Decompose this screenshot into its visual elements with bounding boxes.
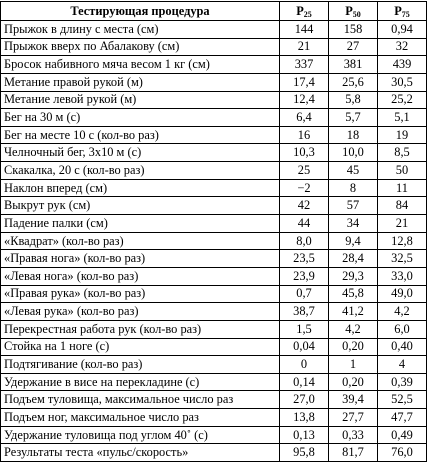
p25-value-cell: 23,5 [280,250,329,268]
p25-value-cell: 21 [280,38,329,56]
table-row [1,391,427,409]
procedure-name-cell: Челночный бег, 3х10 м (с) [1,144,280,162]
procedure-name-cell: «Правая рука» (кол-во раз) [1,285,280,303]
header-p25-letter: P [296,3,304,18]
header-p50-letter: P [345,3,353,18]
p25-value-cell: −2 [280,179,329,197]
table-row [1,232,427,250]
table-row [1,162,427,180]
p25-value-cell: 12,4 [280,91,329,109]
table-body [1,21,427,462]
table-row [1,109,427,127]
p75-value-cell: 30,5 [378,73,427,91]
table-row [1,21,427,39]
p75-value-cell: 12,8 [378,232,427,250]
p50-value-cell: 1 [329,356,378,374]
p75-value-cell: 0,39 [378,373,427,391]
p75-value-cell: 33,0 [378,267,427,285]
p50-value-cell: 0,20 [329,338,378,356]
p50-value-cell: 57 [329,197,378,215]
p25-value-cell: 13,8 [280,409,329,427]
p50-value-cell: 18 [329,126,378,144]
p25-value-cell: 337 [280,56,329,74]
procedure-name-cell: «Левая нога» (кол-во раз) [1,267,280,285]
procedure-name-cell: Падение палки (см) [1,215,280,233]
procedure-name-cell: Результаты теста «пульс/скорость» [1,444,280,462]
p25-value-cell: 144 [280,21,329,39]
p75-value-cell: 50 [378,162,427,180]
header-p50-subscript: 50 [352,9,361,19]
p50-value-cell: 28,4 [329,250,378,268]
p75-value-cell: 0,94 [378,21,427,39]
table-row [1,250,427,268]
procedure-name-cell: Метание левой рукой (м) [1,91,280,109]
p75-value-cell: 5,1 [378,109,427,127]
procedure-name-cell: Выкрут рук (см) [1,197,280,215]
p75-value-cell: 32,5 [378,250,427,268]
table-row [1,426,427,444]
p75-value-cell: 8,5 [378,144,427,162]
procedure-name-cell: Удержание в висе на перекладине (с) [1,373,280,391]
table-row [1,197,427,215]
p50-value-cell: 39,4 [329,391,378,409]
p25-value-cell: 38,7 [280,303,329,321]
table-header [1,2,427,21]
table-row [1,267,427,285]
header-p50 [329,2,378,21]
procedure-name-cell: Прыжок в длину с места (см) [1,21,280,39]
p25-value-cell: 95,8 [280,444,329,462]
header-p25-subscript: 25 [303,9,312,19]
header-row [1,2,427,21]
p25-value-cell: 25 [280,162,329,180]
p50-value-cell: 25,6 [329,73,378,91]
table-row [1,144,427,162]
p75-value-cell: 32 [378,38,427,56]
table-row [1,91,427,109]
p50-value-cell: 27,7 [329,409,378,427]
header-procedure: Тестирующая процедура [1,2,280,21]
table-row [1,444,427,462]
procedure-name-cell: Метание правой рукой (м) [1,73,280,91]
p25-value-cell: 23,9 [280,267,329,285]
p75-value-cell: 84 [378,197,427,215]
table-row [1,56,427,74]
p25-value-cell: 8,0 [280,232,329,250]
procedure-name-cell: «Левая рука» (кол-во раз) [1,303,280,321]
table-row [1,38,427,56]
procedure-name-cell: Наклон вперед (см) [1,179,280,197]
p75-value-cell: 47,7 [378,409,427,427]
procedure-name-cell: Подъем ног, максимальное число раз [1,409,280,427]
p25-value-cell: 0,14 [280,373,329,391]
header-p75 [378,2,427,21]
p50-value-cell: 34 [329,215,378,233]
p50-value-cell: 381 [329,56,378,74]
p75-value-cell: 4 [378,356,427,374]
table-row [1,303,427,321]
percentile-table-container [0,1,427,462]
p75-value-cell: 25,2 [378,91,427,109]
procedure-name-cell: «Квадрат» (кол-во раз) [1,232,280,250]
p50-value-cell: 45,8 [329,285,378,303]
table-row [1,356,427,374]
p50-value-cell: 10,0 [329,144,378,162]
p25-value-cell: 44 [280,215,329,233]
table-row [1,215,427,233]
table-row [1,126,427,144]
p50-value-cell: 0,20 [329,373,378,391]
p75-value-cell: 4,2 [378,303,427,321]
table-row [1,338,427,356]
p50-value-cell: 81,7 [329,444,378,462]
procedure-name-cell: Перекрестная работа рук (кол-во раз) [1,320,280,338]
p75-value-cell: 6,0 [378,320,427,338]
table-row [1,320,427,338]
p50-value-cell: 4,2 [329,320,378,338]
procedure-name-cell: Бег на месте 10 с (кол-во раз) [1,126,280,144]
p25-value-cell: 17,4 [280,73,329,91]
procedure-name-cell: Стойка на 1 ноге (с) [1,338,280,356]
procedure-name-cell: Подтягивание (кол-во раз) [1,356,280,374]
p50-value-cell: 5,7 [329,109,378,127]
procedure-name-cell: Прыжок вверх по Абалакову (см) [1,38,280,56]
p25-value-cell: 27,0 [280,391,329,409]
procedure-name-cell: Подъем туловища, максимальное число раз [1,391,280,409]
header-p75-subscript: 75 [401,9,410,19]
p75-value-cell: 21 [378,215,427,233]
p50-value-cell: 5,8 [329,91,378,109]
procedure-name-cell: Бег на 30 м (с) [1,109,280,127]
p75-value-cell: 11 [378,179,427,197]
p25-value-cell: 0 [280,356,329,374]
header-p25 [280,2,329,21]
procedure-name-cell: Бросок набивного мяча весом 1 кг (см) [1,56,280,74]
p25-value-cell: 0,04 [280,338,329,356]
p50-value-cell: 158 [329,21,378,39]
p75-value-cell: 0,40 [378,338,427,356]
p75-value-cell: 0,49 [378,426,427,444]
table-row [1,409,427,427]
header-p75-letter: P [394,3,402,18]
p25-value-cell: 1,5 [280,320,329,338]
p75-value-cell: 52,5 [378,391,427,409]
table-row [1,285,427,303]
p25-value-cell: 10,3 [280,144,329,162]
p50-value-cell: 29,3 [329,267,378,285]
p50-value-cell: 8 [329,179,378,197]
percentile-table [0,1,427,462]
p25-value-cell: 6,4 [280,109,329,127]
p50-value-cell: 27 [329,38,378,56]
p75-value-cell: 439 [378,56,427,74]
table-row [1,179,427,197]
p50-value-cell: 45 [329,162,378,180]
p50-value-cell: 0,33 [329,426,378,444]
p25-value-cell: 42 [280,197,329,215]
table-row [1,73,427,91]
p50-value-cell: 9,4 [329,232,378,250]
procedure-name-cell: Удержание туловища под углом 40˚ (с) [1,426,280,444]
p25-value-cell: 0,7 [280,285,329,303]
p75-value-cell: 49,0 [378,285,427,303]
p50-value-cell: 41,2 [329,303,378,321]
procedure-name-cell: Скакалка, 20 с (кол-во раз) [1,162,280,180]
p25-value-cell: 16 [280,126,329,144]
table-row [1,373,427,391]
p25-value-cell: 0,13 [280,426,329,444]
procedure-name-cell: «Правая нога» (кол-во раз) [1,250,280,268]
p75-value-cell: 19 [378,126,427,144]
p75-value-cell: 76,0 [378,444,427,462]
